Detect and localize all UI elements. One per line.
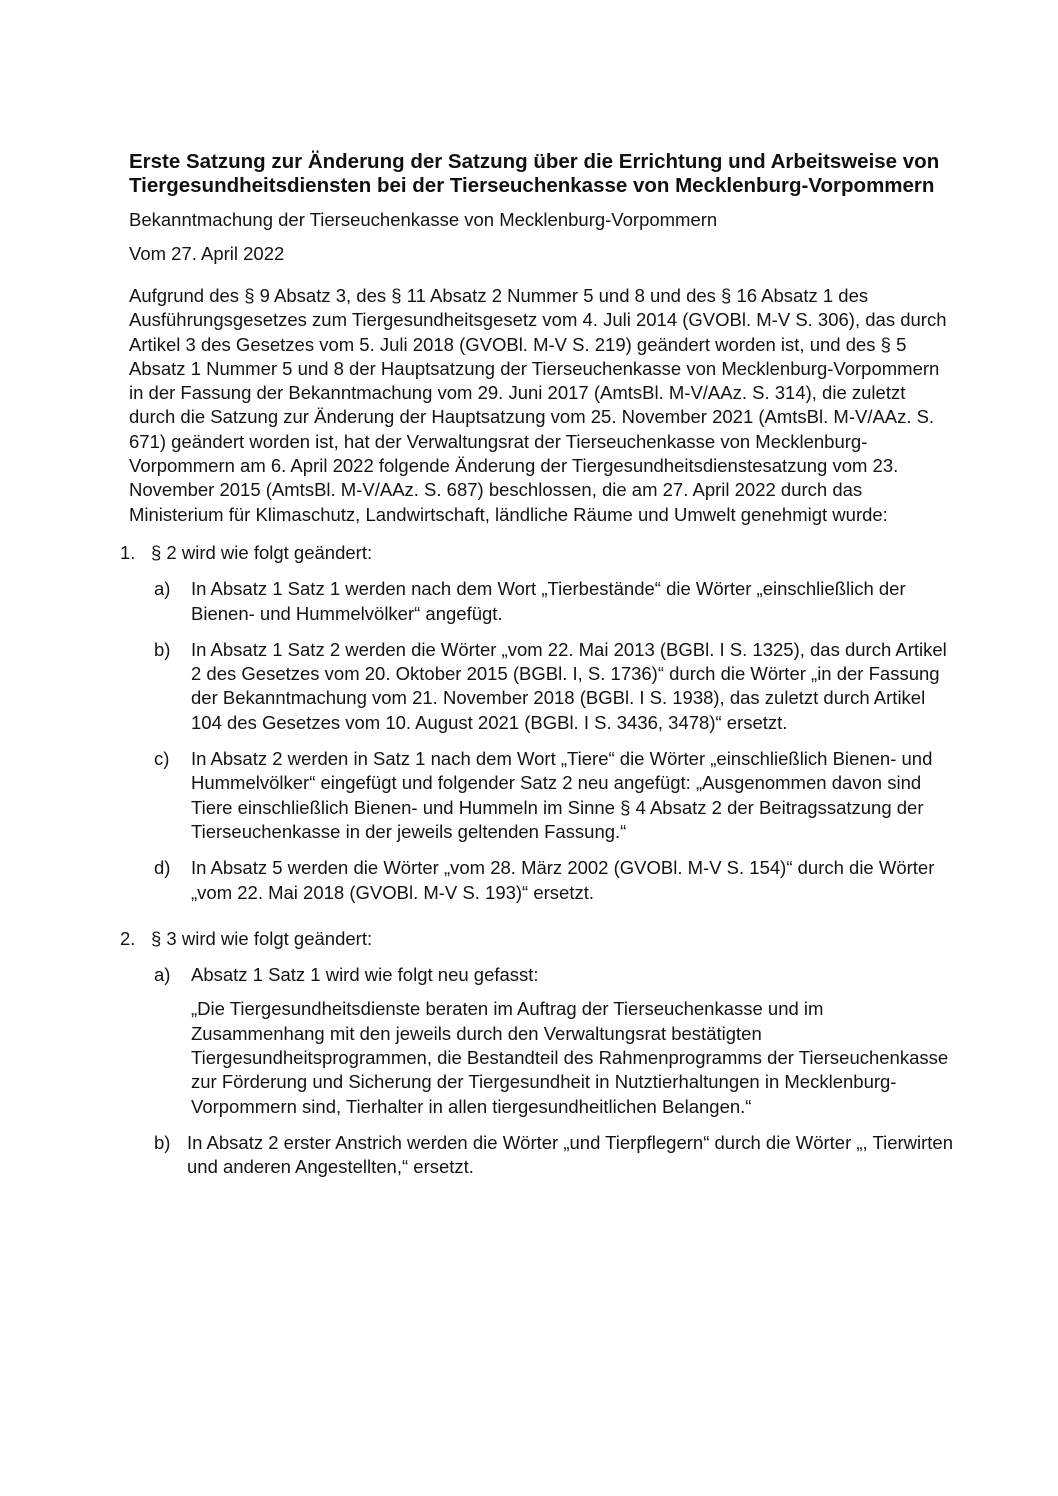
amendment-item-1-sub-b [154,638,955,735]
document-subtitle: Bekanntmachung der Tierseuchenkasse von Mecklenburg-Vorpommern [129,209,718,230]
amendment-item-2-header [120,927,955,951]
sub-letter: a) [154,578,171,600]
sub-text: In Absatz 2 werden in Satz 1 nach dem Wort „Tiere“ die Wörter „einschließlich Bienen- und Hummelvölker“ eingefügt und folgender Satz 2 neu angefügt: „Ausgenommen davon sind Tiere einschließlich Bienen- und Hummeln im Sinne § 4 Absatz 2 der Beitragssatzung der Tierseuchenkasse in der jeweils geltenden Fassung.“ [191,748,933,842]
sub-letter: b) [154,1131,171,1153]
sub-letter: d) [154,857,171,879]
sub-letter: a) [154,964,171,986]
document-title: Erste Satzung zur Änderung der Satzung über die Errichtung und Arbeitsweise von Tiergesundheitsdiensten bei der Tierseuchenkasse von Mecklenburg-Vorpommern [129,150,940,197]
amendment-item-2-sub-a [154,963,955,1119]
preamble-paragraph: Aufgrund des § 9 Absatz 3, des § 11 Absatz 2 Nummer 5 und 8 und des § 16 Absatz 1 des Ausführungsgesetzes zum Tiergesundheitsgesetz vom 4. Juli 2014 (GVOBl. M-V S. 306), das durch Artikel 3 des Gesetzes vom 5. Juli 2018 (GVOBl. M-V S. 219) geändert worden ist, und des § 5 Absatz 1 Nummer 5 und 8 der Hauptsatzung der Tierseuchenkasse von Mecklenburg-Vorpommern in der Fassung der Bekanntmachung vom 29. Juni 2017 (AmtsBl. M-V/AAz. S. 314), die zuletzt durch die Satzung zur Änderung der Hauptsatzung vom 25. November 2021 (AmtsBl. M-V/AAz. S. 671) geändert worden ist, hat der Verwaltungsrat der Tierseuchenkasse von Mecklenburg-Vorpommern am 6. April 2022 folgende Änderung der Tiergesundheitsdienstesatzung vom 23. November 2015 (AmtsBl. M-V/AAz. S. 687) beschlossen, die am 27. April 2022 durch das Ministerium für Klimaschutz, Landwirtschaft, ländliche Räume und Umwelt genehmigt wurde: [129,285,947,525]
amendment-item-1-sub-d [154,856,955,905]
sub-text: In Absatz 2 erster Anstrich werden die Wörter „und Tierpflegern“ durch die Wörter „, Tierwirten und anderen Angestellten,“ ersetzt. [187,1131,954,1178]
sub-letter: b) [154,638,171,660]
document-content [120,150,955,1180]
amendment-item-2-number: 2. [120,927,136,949]
document-date: Vom 27. April 2022 [129,243,285,264]
sub-text: In Absatz 5 werden die Wörter „vom 28. März 2002 (GVOBl. M-V S. 154)“ durch die Wörter „vom 22. Mai 2018 (GVOBl. M-V S. 193)“ ersetzt. [191,857,935,903]
amendment-item-2-text: § 3 wird wie folgt geändert: [151,927,373,949]
amendment-item-1-sub-c [154,747,955,844]
amendment-item-1-text: § 2 wird wie folgt geändert: [151,541,373,563]
sub-text: In Absatz 1 Satz 1 werden nach dem Wort „Tierbestände“ die Wörter „einschließlich der Bienen- und Hummelvölker“ angefügt. [191,578,906,624]
amendment-item-1-sub-a [154,577,955,626]
amendment-item-2 [120,927,955,1180]
sub-text: Absatz 1 Satz 1 wird wie folgt neu gefasst: [191,964,539,986]
sub-quote: „Die Tiergesundheitsdienste beraten im Auftrag der Tierseuchenkasse und im Zusammenhang mit den jeweils durch den Verwaltungsrat bestätigten Tiergesundheitsprogrammen, die Bestandteil des Rahmenprogramms der Tierseuchenkasse zur Förderung und Sicherung der Tiergesundheit in Nutztierhaltungen in Mecklenburg-Vorpommern sind, Tierhalter in allen tiergesundheitlichen Belangen.“ [191,998,949,1117]
sub-text: In Absatz 1 Satz 2 werden die Wörter „vom 22. Mai 2013 (BGBl. I S. 1325), das durch Artikel 2 des Gesetzes vom 20. Oktober 2015 (BGBl. I, S. 1736)“ durch die Wörter „in der Fassung der Bekanntmachung vom 21. November 2018 (BGBl. I S. 1938), das zuletzt durch Artikel 104 des Gesetzes vom 10. August 2021 (BGBl. I S. 3436, 3478)“ ersetzt. [191,638,947,733]
amendment-item-1 [120,541,955,905]
amendment-item-2-sub-b [154,1131,955,1180]
sub-letter: c) [154,748,170,770]
amendment-item-1-header [120,541,955,565]
amendment-item-1-number: 1. [120,541,136,563]
